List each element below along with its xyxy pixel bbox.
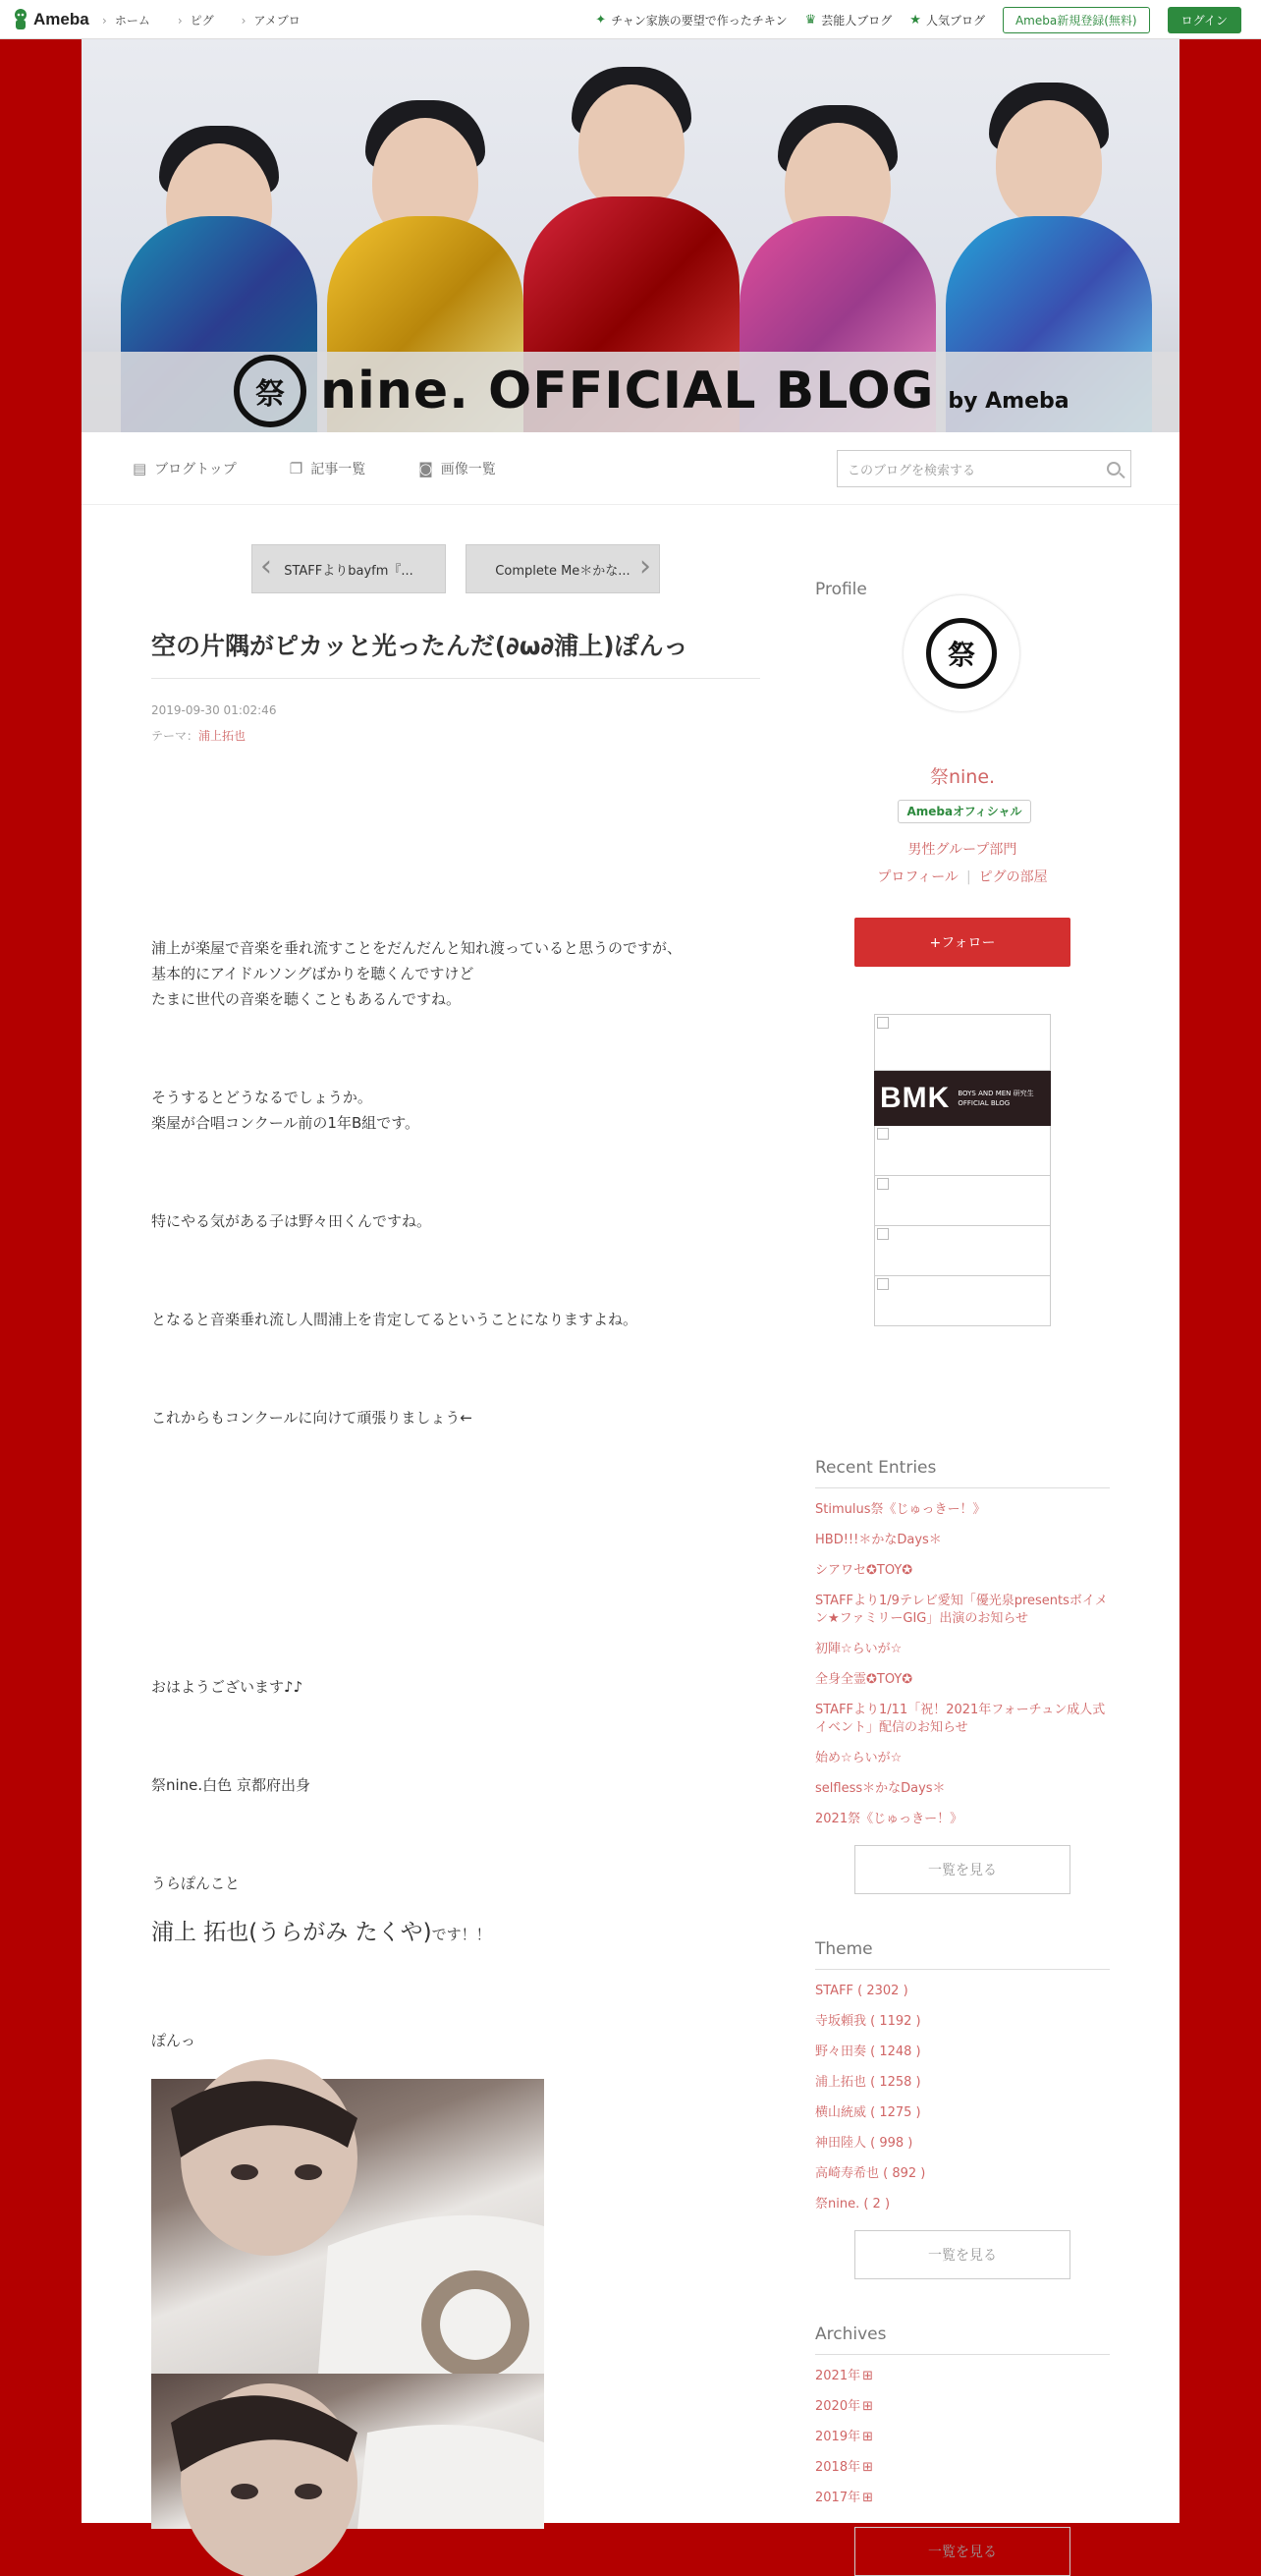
recent-entry[interactable]: 初陣☆らいが☆: [815, 1642, 903, 1656]
recent-entry[interactable]: 2021祭《じゅっきー！》: [815, 1812, 963, 1826]
search-placeholder: このブログを検索する: [848, 463, 976, 478]
archive-year[interactable]: 2017年 ⊞: [815, 2490, 1110, 2507]
bmk-subtitle-1: BOYS AND MEN 研究生: [958, 1090, 1034, 1097]
recent-entry[interactable]: STAFFより1/9テレビ愛知「優光泉presentsボイメン★ファミリーGIG」出演のお知らせ: [815, 1594, 1108, 1626]
bmk-logo-text: BMK: [880, 1082, 951, 1114]
article-paragraph: 楽屋が合唱コンクール前の1年B組です。: [151, 1114, 420, 1132]
article-photo[interactable]: [151, 2079, 544, 2374]
archive-year[interactable]: 2018年 ⊞: [815, 2459, 1110, 2477]
login-button[interactable]: ログイン: [1168, 7, 1241, 33]
article-photo[interactable]: [151, 2374, 544, 2529]
broken-image-icon: [877, 1017, 889, 1029]
nav-ameblo[interactable]: › アメブロ: [242, 12, 301, 28]
article-paragraph: 浦上が楽屋で音楽を垂れ流すことをだんだんと知れ渡っていると思うのですが、: [151, 939, 683, 957]
banner-slot[interactable]: [874, 1014, 1051, 1071]
archive-year[interactable]: 2021年 ⊞: [815, 2368, 1110, 2385]
banner-slot[interactable]: [874, 1126, 1051, 1176]
article-paragraph: これからもコンクールに向けて頑張りましょう←: [151, 1409, 472, 1427]
ameba-topbar: [0, 0, 1261, 39]
nav-home[interactable]: › ホーム: [102, 12, 150, 28]
nav-image-list-label: 画像一覧: [440, 462, 496, 477]
selfie-photo-graphic: [151, 2079, 544, 2374]
sparkle-icon: ✦: [595, 12, 607, 28]
matsuri-seal-logo: 祭: [234, 355, 306, 427]
profile-avatar[interactable]: [904, 595, 1019, 711]
recent-entries-heading: Recent Entries: [815, 1458, 1110, 1488]
theme-item[interactable]: 高崎寿希也 ( 892 ): [815, 2166, 926, 2181]
bmk-subtitle-2: OFFICIAL BLOG: [958, 1099, 1011, 1107]
article-theme: [151, 727, 246, 744]
nav-popular-label: 人気ブログ: [925, 13, 985, 28]
sidebar-banners: [874, 1014, 1051, 1326]
recent-entry[interactable]: Stimulus祭《じゅっきー！》: [815, 1502, 986, 1517]
register-button[interactable]: Ameba新規登録(無料): [1003, 7, 1150, 33]
ameba-logo[interactable]: [12, 6, 89, 33]
nav-celebrity-label: 芸能人ブログ: [821, 13, 893, 28]
archives-list: [815, 2368, 1110, 2520]
banner-slot[interactable]: [874, 1276, 1051, 1326]
name-suffix: です！！: [431, 1926, 491, 1943]
archive-year[interactable]: 2019年 ⊞: [815, 2429, 1110, 2446]
archive-year[interactable]: 2020年 ⊞: [815, 2398, 1110, 2416]
search-icon[interactable]: [1107, 462, 1121, 476]
theme-link[interactable]: 浦上拓也: [198, 729, 247, 743]
selfie-photo-graphic: [151, 2374, 544, 2529]
theme-item[interactable]: 寺坂頼我 ( 1192 ): [815, 2014, 921, 2029]
bmk-banner[interactable]: [874, 1071, 1051, 1126]
blog-page: [82, 39, 1179, 2560]
broken-image-icon: [877, 1128, 889, 1140]
theme-item[interactable]: 浦上拓也 ( 1258 ): [815, 2075, 921, 2090]
follow-button[interactable]: +フォロー: [854, 918, 1070, 967]
profile-links: [815, 867, 1110, 886]
theme-heading: Theme: [815, 1939, 1110, 1970]
theme-item[interactable]: 横山統威 ( 1275 ): [815, 2105, 921, 2120]
theme-item[interactable]: 祭nine. ( 2 ): [815, 2197, 891, 2212]
article-paragraph-name: [151, 1920, 491, 1947]
official-badge[interactable]: Amebaオフィシャル: [898, 800, 1031, 823]
blog-header-banner[interactable]: [82, 39, 1179, 432]
article-date: 2019-09-30 01:02:46: [151, 703, 277, 717]
nav-pigg[interactable]: › ピグ: [178, 12, 214, 28]
article-paragraph: そうするとどうなるでしょうか。: [151, 1089, 372, 1106]
nav-image-list[interactable]: [418, 459, 496, 478]
profile-name[interactable]: 祭nine.: [929, 766, 996, 788]
next-entry-button[interactable]: Complete Me＊かな... ›: [466, 544, 660, 593]
nav-popular-blog[interactable]: [909, 12, 985, 28]
prev-entry-button[interactable]: ‹ STAFFよりbayfm『...: [251, 544, 446, 593]
article-paragraph: うらぽんこと: [151, 1875, 241, 1892]
ameba-mascot-icon: [12, 8, 29, 31]
recent-more-button[interactable]: 一覧を見る: [854, 1845, 1070, 1894]
theme-item[interactable]: STAFF ( 2302 ): [815, 1984, 908, 1998]
nav-entry-list-label: 記事一覧: [310, 462, 366, 477]
recent-entry[interactable]: selfless＊かなDays＊: [815, 1781, 946, 1796]
broken-image-icon: [877, 1228, 889, 1240]
link-separator: |: [965, 869, 971, 885]
profile-heading: Profile: [815, 580, 867, 599]
bmk-subtitle: [958, 1089, 1033, 1108]
star-icon: ★: [909, 12, 921, 28]
nav-blog-top-label: ブログトップ: [154, 462, 237, 477]
banner-title: [234, 356, 1069, 426]
camera-icon: ◙: [418, 460, 433, 477]
article-paragraph: 基本的にアイドルソングばかりを聴くんですけど: [151, 965, 474, 982]
matsuri-seal-logo: 祭: [926, 618, 997, 689]
recent-entry[interactable]: 始め☆らいが☆: [815, 1751, 903, 1765]
broken-image-icon: [877, 1278, 889, 1290]
article-paragraph: ぽんっ: [151, 2032, 196, 2049]
theme-list: [815, 1983, 1110, 2226]
article-paragraph: たまに世代の音楽を聴くこともあるんですね。: [151, 990, 462, 1008]
recent-entry[interactable]: STAFFより1/11「祝！2021年フォーチュン成人式イベント」配信のお知らせ: [815, 1703, 1106, 1735]
top-nav-left: [102, 0, 301, 39]
blog-search-input[interactable]: [837, 450, 1131, 487]
theme-more-button[interactable]: 一覧を見る: [854, 2230, 1070, 2279]
theme-label: テーマ：: [151, 729, 199, 743]
theme-item[interactable]: 神田陸人 ( 998 ): [815, 2136, 913, 2151]
article-paragraph: となると音楽垂れ流し人間浦上を肯定してるということになりますよね。: [151, 1311, 638, 1328]
nav-entry-list[interactable]: [290, 459, 365, 478]
banner-slot[interactable]: [874, 1176, 1051, 1226]
nav-celebrity-blog[interactable]: [805, 12, 893, 28]
profile-category[interactable]: 男性グループ部門: [907, 842, 1017, 858]
archives-heading: Archives: [815, 2324, 1110, 2355]
crown-icon: ♛: [804, 12, 817, 28]
article-paragraph: 祭nine.白色 京都府出身: [151, 1776, 310, 1794]
recent-entries-list: [815, 1501, 1110, 1841]
member-full-name: 浦上 拓也(うらがみ たくや): [151, 1920, 432, 1945]
document-icon: ▤: [133, 460, 147, 477]
ameba-logo-text: Ameba: [33, 10, 89, 28]
banner-title-text: nine. OFFICIAL BLOG: [320, 362, 935, 420]
banner-slot[interactable]: [874, 1226, 1051, 1276]
top-nav-right: [595, 0, 1241, 39]
recent-entry[interactable]: HBD!!!＊かなDays＊: [815, 1533, 942, 1547]
article-paragraph: 特にやる気がある子は野々田くんですね。: [151, 1212, 432, 1230]
banner-by-ameba: by Ameba: [948, 388, 1069, 414]
article-paragraph: おはようございます♪♪: [151, 1678, 303, 1696]
copy-icon: ❐: [289, 460, 303, 477]
broken-image-icon: [877, 1178, 889, 1190]
pig-room-link[interactable]: ピグの部屋: [978, 869, 1048, 885]
nav-blog-top[interactable]: [133, 459, 237, 478]
nav-promo-label: チャン家族の要望で作ったチキン: [611, 13, 788, 28]
nav-promo[interactable]: [595, 12, 787, 28]
profile-link[interactable]: プロフィール: [877, 869, 959, 885]
blog-nav: [82, 432, 1179, 505]
theme-item[interactable]: 野々田奏 ( 1248 ): [815, 2044, 921, 2059]
article-title[interactable]: 空の片隅がピカッと光ったんだ(∂ω∂浦上)ぽんっ: [151, 627, 760, 679]
archives-more-button[interactable]: 一覧を見る: [854, 2527, 1070, 2576]
recent-entry[interactable]: シアワセ✪TOY✪: [815, 1563, 913, 1578]
recent-entry[interactable]: 全身全霊✪TOY✪: [815, 1672, 913, 1687]
